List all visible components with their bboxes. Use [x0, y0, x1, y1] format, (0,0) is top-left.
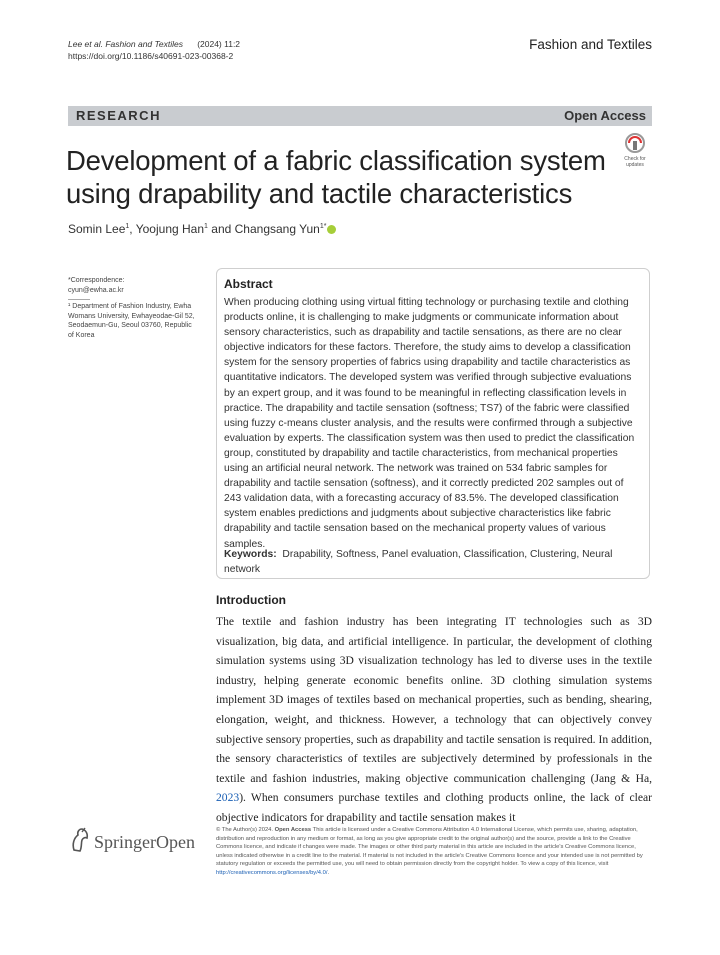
introduction-text: The textile and fashion industry has been integrating IT technologies such as 3D visualization, big data, and artificial intelligence. In particular, the development of clothing simulation systems using 3D visualization technology has led to diverse uses in the textile industry, helping generate economic benefits online. 3D clothing simulation systems implement 3D images of textiles based on mechanical properties, such as bending, shearing, elongation, weight, and thickness. However, a technology that can objectively convey subjective sensory properties, such as drapability and tactile sensation is required. In addition, the sensory characteristics of textiles are subjectively determined by professionals in the textile and fashion industries, making objective communication challenging (Jang & Ha, 2023). When consumers purchase textiles and clothing products online, the lack of clear objective indicators for drapability and tactile sensation makes it [216, 615, 652, 824]
abstract-heading: Abstract [224, 277, 273, 291]
keywords-list: Drapability, Softness, Panel evaluation, Classification, Clustering, Neural network [224, 549, 613, 575]
author-name: Yoojung Han [135, 222, 205, 236]
crossmark-text-1: Check for [624, 156, 646, 162]
citation [68, 38, 240, 62]
author-list: Somin Lee$^1$, Yoojung Han$^1$ and Changsang Yun$^{1*}$ [68, 222, 336, 236]
crossmark-text-2: updates [626, 162, 644, 168]
citation-authors: Lee et al. [68, 39, 103, 49]
open-access-label: Open Access [564, 108, 646, 123]
license-link[interactable]: http://creativecommons.org/licenses/by/4.0/ [216, 869, 328, 876]
reference-link[interactable]: 2023 [216, 791, 240, 805]
article-type-banner [68, 106, 652, 126]
introduction-heading: Introduction [216, 593, 286, 607]
article-title: Development of a fabric classification system using drapability and tactile characteristics [66, 145, 606, 209]
journal-name: Fashion and Textiles [529, 37, 652, 52]
keywords [224, 547, 642, 577]
author-name: Somin Lee [68, 222, 126, 236]
publisher-logo: SpringerOpen [94, 832, 195, 852]
citation-journal: Fashion and Textiles [105, 39, 184, 49]
correspondence-block [68, 276, 198, 340]
keywords-label: Keywords: [224, 549, 277, 560]
abstract-text: When producing clothing using virtual fitting technology or purchasing textile and clothing products online, it is challenging to make judgments or communicate information about sensory characteristics, such as drapability and tactile sensations, as there are no clear objective indicators for these factors. Therefore, the study aims to develop a classification system for the sensory properties of fabrics using drapability and tactile characteristics as quantitative indicators. The developed system was verified through subjective evaluations by an expert group, and it was found to be meaningful in reflecting classification levels in practice. The drapability and tactile sensation (softness; TS7) of the fabric were classified using fuzzy c-means cluster analysis, and the results were confirmed through a subjective evaluation by experts. The classification system was then used to predict the classification group, constituted by drapability and tactile characteristics, from mechanical properties using an artificial neural network. The network was trained on 534 fabric samples for drapability and tactile sensation (softness), and it correctly predicted 202 samples out of 243 validation data, with a forecasting accuracy of 83.5%. The developed classification system enables predictions and judgments about subjective characteristics like fabric drapability and tactile sensation based on the mechanical property values of various samples. [224, 297, 635, 550]
doi-link[interactable]: https://doi.org/10.1186/s40691-023-00368-2 [68, 51, 234, 61]
orcid-icon[interactable] [327, 225, 336, 234]
check-for-updates-icon[interactable] [618, 132, 652, 168]
section-label: RESEARCH [76, 108, 161, 123]
license-footer: © The Author(s) 2024. Open Access This article is licensed under a Creative Commons Attribution 4.0 International License, which permits use, sharing, adaptation, distribution and reproduction in any medium or format, as long as you give appropriate credit to the original author(s) and the source, provide a link to the Creative Commons licence, and indicate if changes were made. The images or other third party material in this article are included in the article's Creative Commons licence, unless indicated otherwise in a credit line to the material. If material is not included in the article's Creative Commons licence and your intended use is not permitted by statutory regulation or exceeds the permitted use, you will need to obtain permission directly from the copyright holder. To view a copy of this licence, visit http://creativecommons.org/licenses/by/4.0/. [216, 827, 643, 876]
correspondence-email[interactable]: cyun@ewha.ac.kr [68, 286, 124, 294]
correspondence-label: *Correspondence: [68, 277, 125, 284]
affiliation: ¹ Department of Fashion Industry, Ewha Womans University, Ewhayeodae-Gil 52, Seodaemun-Gu, Seoul 03760, Republic of Korea [68, 303, 195, 339]
citation-volume: (2024) 11:2 [197, 39, 241, 49]
author-name: Changsang Yun [234, 222, 320, 236]
